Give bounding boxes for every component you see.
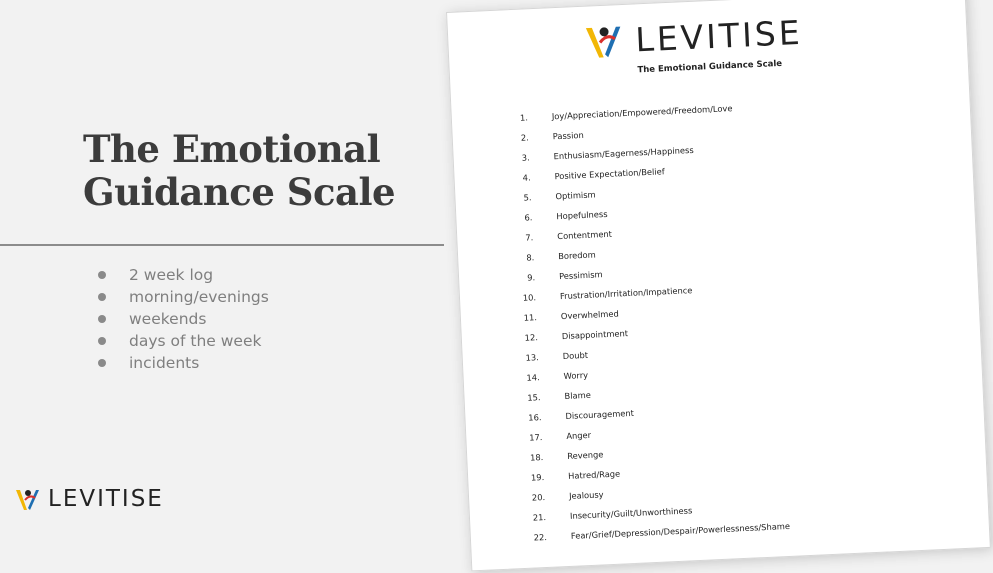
item-text: Passion (552, 129, 584, 142)
list-item (521, 367, 589, 388)
item-text: Enthusiasm/Eagerness/Happiness (553, 144, 694, 162)
item-text: Anger (566, 429, 592, 441)
item-number: 9. (526, 272, 536, 283)
list-item (517, 267, 603, 288)
bullet-dot-icon (98, 293, 106, 301)
list-item (513, 187, 596, 208)
list-item (514, 207, 608, 228)
item-number: 17. (528, 432, 543, 443)
item-text: Jealousy (568, 489, 604, 501)
item-number: 7. (525, 232, 534, 243)
list-item (518, 285, 693, 308)
item-number: 16. (528, 412, 542, 423)
bullet-dot-icon (98, 315, 106, 323)
levitise-figure-icon (582, 17, 632, 65)
item-text: Hatred/Rage (567, 468, 621, 481)
item-number: 8. (526, 252, 535, 263)
slide-title (83, 128, 443, 214)
item-text: Fear/Grief/Depression/Despair/Powerlessness/Shame (570, 520, 791, 541)
item-number: 21. (532, 511, 547, 523)
bullet-item (96, 286, 269, 308)
bullet-dot-icon (98, 359, 106, 367)
list-item (525, 447, 604, 468)
item-text: Boredom (557, 249, 596, 262)
list-item (519, 327, 629, 348)
item-text: Positive Expectation/Belief (554, 166, 665, 182)
list-item (524, 427, 592, 448)
document-logo (582, 9, 803, 65)
levitise-figure-icon (14, 484, 46, 514)
item-number: 5. (523, 192, 532, 203)
item-text: Disappointment (561, 328, 629, 342)
bullet-dot-icon (98, 271, 106, 279)
footer-logo (14, 484, 164, 514)
bullet-item (96, 330, 269, 352)
list-item (509, 103, 733, 128)
title-divider (0, 244, 444, 246)
list-item (522, 387, 592, 408)
item-text: Revenge (567, 449, 604, 461)
slide-title-line1: The Emotional (83, 127, 381, 171)
item-text: Blame (564, 389, 592, 402)
list-item (528, 505, 693, 528)
item-text: Joy/Appreciation/Empowered/Freedom/Love (551, 103, 733, 122)
item-text: Doubt (562, 349, 589, 362)
logo-wordmark: LEVITISE (48, 486, 164, 512)
list-item (512, 166, 665, 188)
bullet-dot-icon (98, 337, 106, 345)
item-text: Overwhelmed (560, 308, 619, 322)
item-number: 20. (531, 492, 546, 503)
list-item (520, 347, 589, 368)
bullet-text: weekends (129, 310, 207, 328)
item-number: 4. (522, 172, 531, 183)
item-number: 2. (520, 132, 529, 143)
item-number: 14. (526, 372, 540, 383)
bullet-text: days of the week (129, 332, 262, 350)
item-text: Pessimism (558, 269, 603, 282)
bullet-item (96, 352, 269, 374)
slide-panel (0, 0, 470, 529)
list-item (519, 307, 619, 328)
bullet-item (96, 308, 269, 330)
item-number: 12. (524, 332, 539, 343)
item-text: Worry (563, 369, 589, 382)
list-item (511, 144, 694, 168)
emotion-scale-list (509, 103, 791, 547)
item-text: Hopefulness (556, 208, 608, 222)
item-number: 18. (529, 452, 544, 463)
list-item (528, 520, 791, 548)
list-item (523, 407, 635, 428)
item-number: 15. (527, 392, 541, 403)
document-heading: The Emotional Guidance Scale (637, 58, 783, 76)
bullet-text: 2 week log (129, 266, 214, 284)
item-number: 22. (533, 531, 548, 543)
item-number: 3. (521, 152, 530, 163)
bullet-item (96, 264, 269, 286)
item-number: 10. (522, 292, 537, 303)
item-number: 11. (523, 312, 538, 323)
item-text: Optimism (555, 189, 596, 202)
list-item (527, 487, 604, 508)
item-text: Discouragement (565, 407, 635, 421)
bullet-list (96, 264, 269, 374)
item-text: Insecurity/Guilt/Unworthiness (569, 505, 693, 521)
item-number: 19. (530, 472, 545, 483)
bullet-text: incidents (129, 354, 200, 372)
document-page (446, 0, 991, 571)
item-number: 1. (519, 112, 529, 123)
item-number: 13. (525, 352, 539, 363)
document-logo-wordmark: LEVITISE (634, 12, 804, 59)
slide-title-line2: Guidance Scale (83, 170, 396, 214)
list-item (510, 127, 584, 148)
item-text: Frustration/Irritation/Impatience (559, 285, 693, 302)
item-number: 6. (524, 212, 533, 223)
list-item (516, 247, 596, 268)
bullet-text: morning/evenings (129, 288, 269, 306)
item-text: Contentment (557, 228, 613, 242)
list-item (526, 467, 621, 488)
list-item (515, 227, 613, 248)
